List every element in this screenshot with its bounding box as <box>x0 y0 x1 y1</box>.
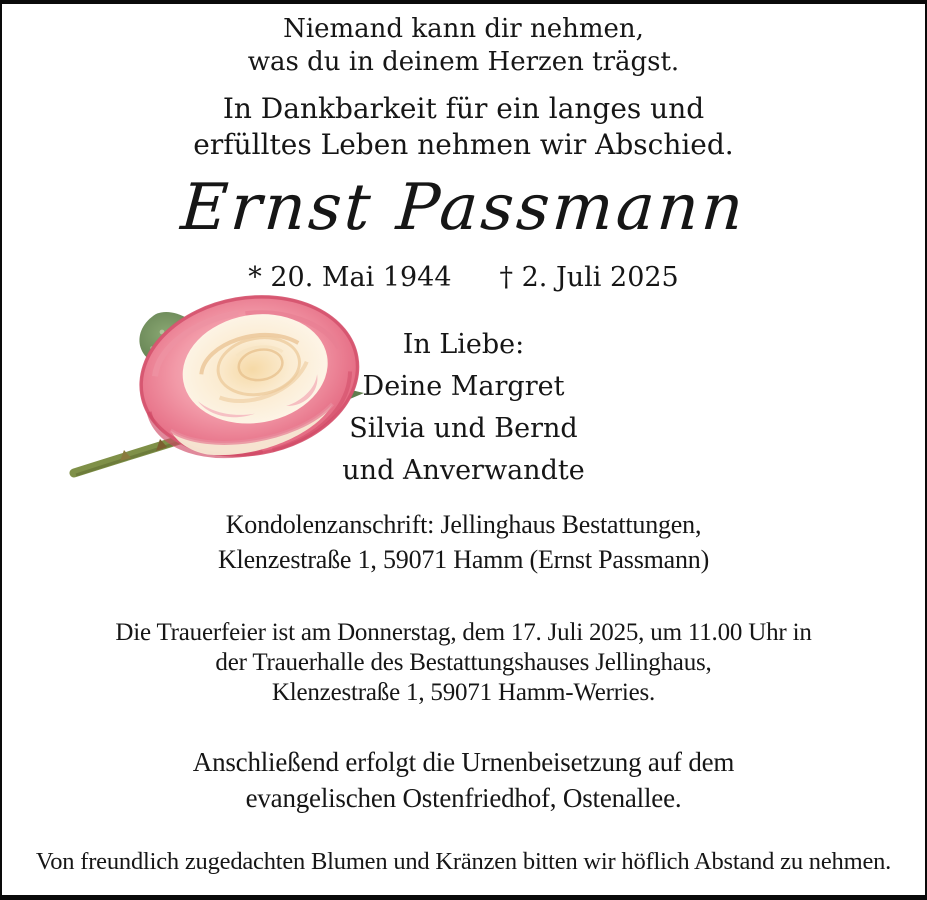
gratitude-intro-line-1: In Dankbarkeit für ein langes und <box>222 92 705 125</box>
condolence-line-2: Klenzestraße 1, 59071 Hamm (Ernst Passmann) <box>217 545 710 574</box>
condolence-line-1: Kondolenzanschrift: Jellinghaus Bestattungen, <box>225 510 702 539</box>
burial-line-1: Anschließend erfolgt die Urnenbeisetzung auf dem <box>192 747 735 777</box>
gratitude-intro <box>2 91 925 163</box>
deceased-name: Ernst Passmann <box>178 171 749 245</box>
service-line-2: der Trauerhalle des Bestattungshauses Jellinghaus, <box>215 649 712 676</box>
mourners-list <box>2 324 925 492</box>
mourners-heading: In Liebe: <box>402 329 525 360</box>
memorial-quote-line-1: Niemand kann dir nehmen, <box>283 14 644 44</box>
service-line-1: Die Trauerfeier ist am Donnerstag, dem 17. Juli 2025, um 11.00 Uhr in <box>115 619 812 646</box>
birth-date: * 20. Mai 1944 <box>248 262 452 293</box>
mourner-relatives: und Anverwandte <box>342 455 585 486</box>
memorial-quote <box>2 13 925 79</box>
funeral-service-info <box>2 618 925 708</box>
flowers-request: Von freundlich zugedachten Blumen und Kränzen bitten wir höflich Abstand zu nehmen. <box>35 848 892 875</box>
death-date: † 2. Juli 2025 <box>499 262 679 293</box>
burial-info <box>2 744 925 816</box>
mourner-silvia-bernd: Silvia und Bernd <box>349 413 578 444</box>
life-dates <box>2 262 925 293</box>
service-line-3: Klenzestraße 1, 59071 Hamm-Werries. <box>271 679 656 706</box>
memorial-quote-line-2: was du in deinem Herzen trägst. <box>247 47 680 77</box>
condolence-address <box>2 507 925 577</box>
mourner-margret: Deine Margret <box>362 371 565 402</box>
burial-line-2: evangelischen Ostenfriedhof, Ostenallee. <box>245 783 682 813</box>
gratitude-intro-line-2: erfülltes Leben nehmen wir Abschied. <box>193 128 734 161</box>
